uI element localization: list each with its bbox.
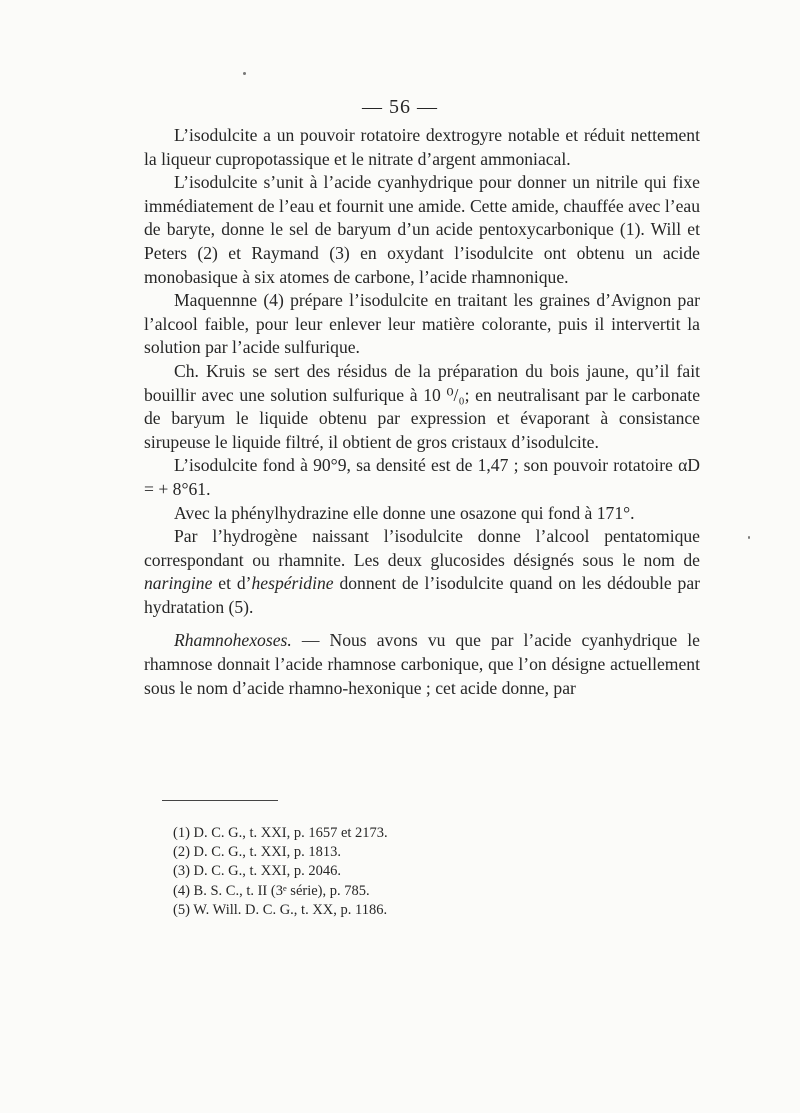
naringine-term: naringine [144,573,213,594]
paragraph-hydrogenation [144,525,700,619]
hydrogenation-text-c: donnent de l’isodulcite quand on les dédouble par hydratation (5). [144,573,700,617]
paragraph-rotatory-power: L’isodulcite a un pouvoir rotatoire dextrogyre notable et réduit nettement la liqueur cupropotassique et le nitrate d’argent ammoniacal. [144,125,700,169]
footnote-2: (2) D. C. G., t. XXI, p. 1813. [173,844,341,861]
paragraph-kruis-preparation: Ch. Kruis se sert des résidus de la préparation du bois jaune, qu’il fait bouillir avec une solution sulfurique à 10 ⁰/₀; en neutralisant par le carbonate de baryum le liquide obtenu par expression et évaporant à consistance sirupeuse le liquide filtré, il obtient de gros cristaux d’isodulcite. [144,360,700,452]
paragraph-maquenne-preparation: Maquennne (4) prépare l’isodulcite en traitant les graines d’Avignon par l’alcool faible, pour leur enlever leur matière colorante, puis il intervertit la solution par l’acide sulfurique. [144,290,700,358]
paper-speck [748,536,750,539]
hesperidine-term: hespéridine [251,573,334,594]
footnote-3: (3) D. C. G., t. XXI, p. 2046. [173,863,341,880]
paragraph-melting-point: L’isodulcite fond à 90°9, sa densité est de 1,47 ; son pouvoir rotatoire αD = + 8°61. [144,455,700,499]
paragraph-cyanhydric-acid: L’isodulcite s’unit à l’acide cyanhydrique pour donner un nitrile qui fixe immédiatement de l’eau et fournit une amide. Cette amide, chauffée avec l’eau de baryte, donne le sel de baryum d’un acide pentoxycarbonique (1). Will et Peters (2) et Raymand (3) en oxydant l’isodulcite ont obtenu un acide monobasique à six atomes de carbone, l’acide rhamnonique. [144,172,700,287]
footnote-separator [162,800,278,801]
footnote-5: (5) W. Will. D. C. G., t. XX, p. 1186. [173,901,388,918]
paper-speck [243,72,246,75]
hydrogenation-text-a: Par l’hydrogène naissant l’isodulcite donne l’alcool pentatomique correspondant ou rhamnite. Les deux glucosides désignés sous le nom de [144,526,700,570]
rhamnohexoses-heading: Rhamnohexoses. [174,630,292,651]
page-number: — 56 — [362,96,438,118]
footnote-4: (4) B. S. C., t. II (3ᵉ série), p. 785. [173,882,370,899]
footnote-1: (1) D. C. G., t. XXI, p. 1657 et 2173. [173,825,388,841]
hydrogenation-text-b: et d’ [212,573,252,594]
paragraph-rhamnohexoses [144,629,700,700]
paragraph-osazone: Avec la phénylhydrazine elle donne une osazone qui fond à 171°. [174,502,635,523]
body-text [144,124,700,700]
footnote-list [173,824,573,920]
rhamnohexoses-text: — Nous avons vu que par l’acide cyanhydrique le rhamnose donnait l’acide rhamnose carbonique, que l’on désigne actuellement sous le nom d’acide rhamno-hexonique ; cet acide donne, par [144,630,700,698]
